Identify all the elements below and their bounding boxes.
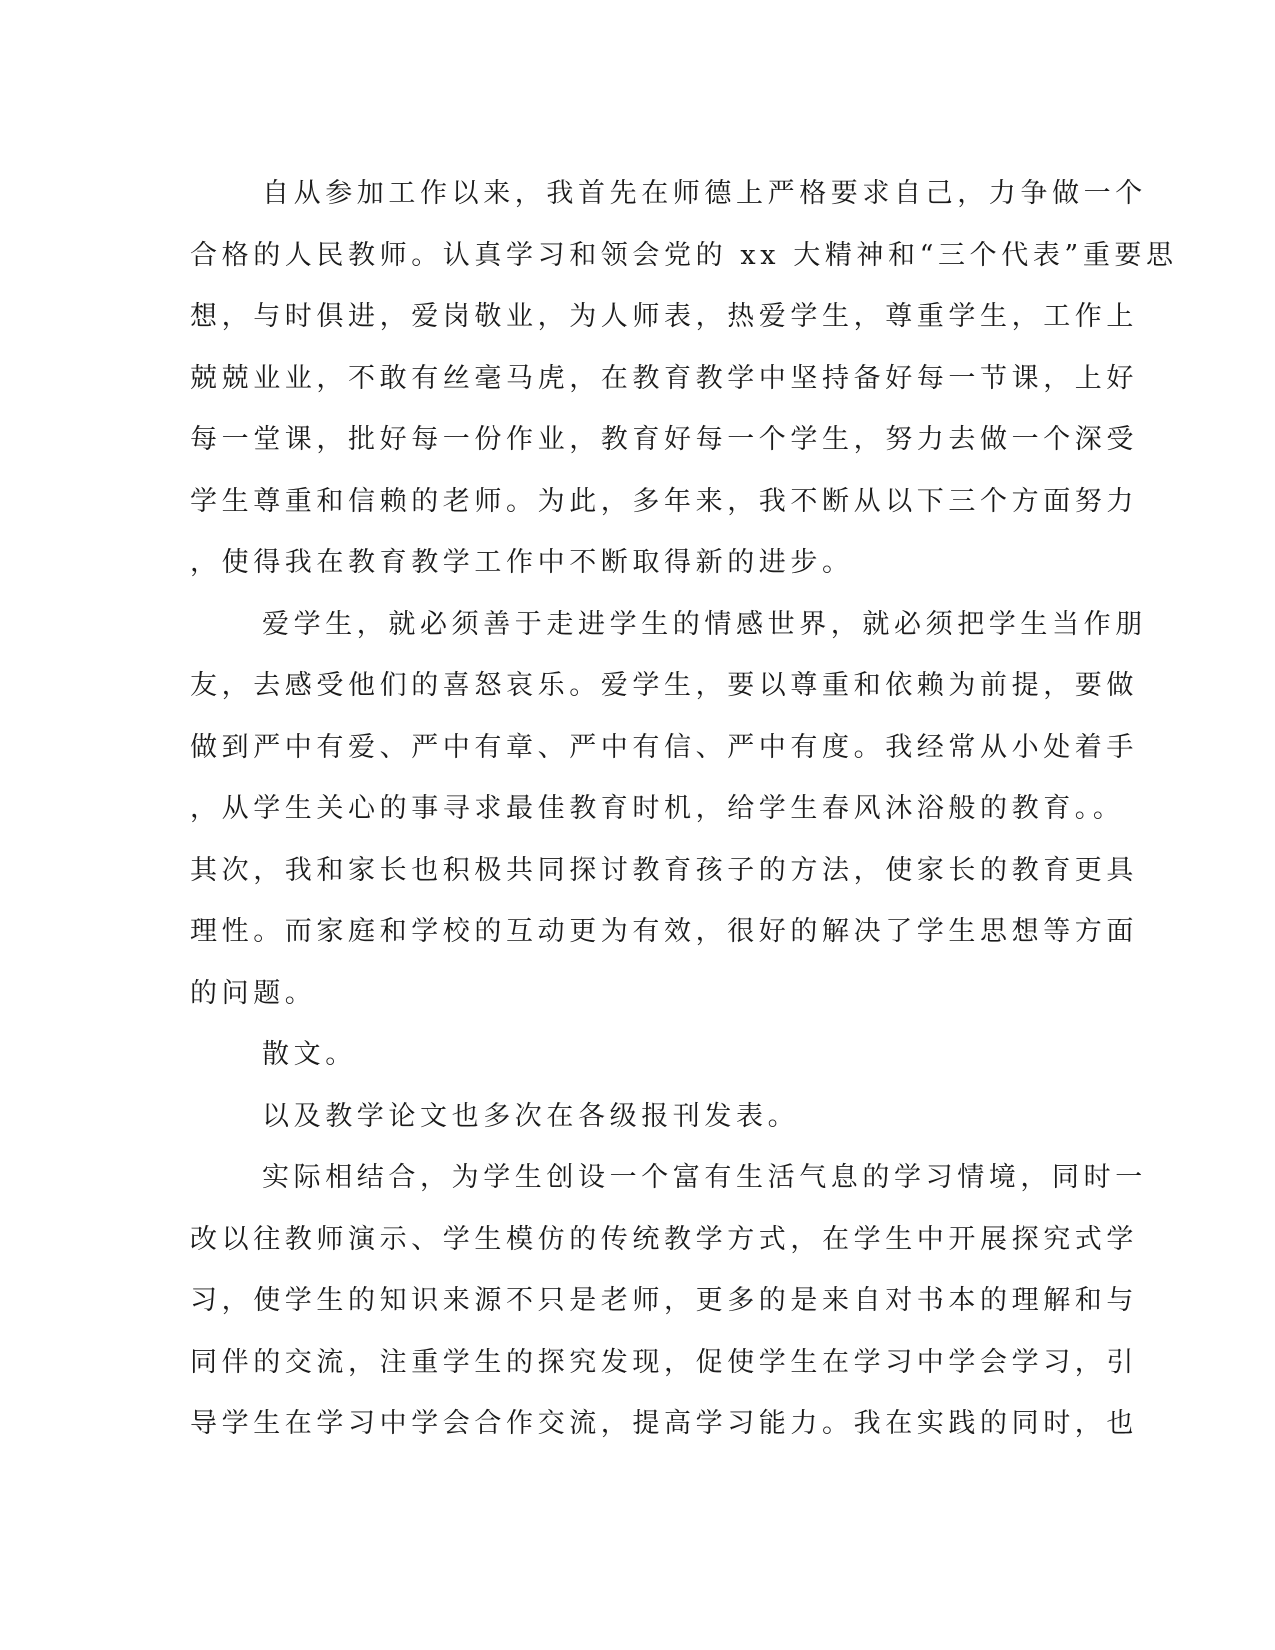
text-line: 同伴的交流，注重学生的探究发现，促使学生在学习中学会学习，引 [190, 1346, 1138, 1378]
text-line: ，从学生关心的事寻求最佳教育时机，给学生春风沐浴般的教育。。 [190, 793, 1125, 824]
text-line: 学生尊重和信赖的老师。为此，多年来，我不断从以下三个方面努力 [190, 485, 1138, 517]
text-line: 导学生在学习中学会合作交流，提高学习能力。我在实践的同时，也 [190, 1408, 1138, 1439]
text-line: 其次，我和家长也积极共同探讨教育孩子的方法，使家长的教育更具 [190, 854, 1138, 886]
text-line: 每一堂课，批好每一份作业，教育好每一个学生，努力去做一个深受 [190, 424, 1138, 455]
text-line: 的问题。 [190, 977, 317, 1009]
text-line: 以及教学论文也多次在各级报刊发表。 [262, 1100, 800, 1132]
text-line: 做到严中有爱、严中有章、严中有信、严中有度。我经常从小处着手 [190, 731, 1138, 763]
text-line: 自从参加工作以来，我首先在师德上严格要求自己，力争做一个 [262, 178, 1147, 209]
text-line: 理性。而家庭和学校的互动更为有效，很好的解决了学生思想等方面 [190, 916, 1138, 947]
text-line: 散文。 [262, 1039, 357, 1070]
text-line: 友，去感受他们的喜怒哀乐。爱学生，要以尊重和依赖为前提，要做 [190, 670, 1138, 701]
text-line: 实际相结合，为学生创设一个富有生活气息的学习情境，同时一 [262, 1162, 1147, 1193]
text-line: 想，与时俱进，爱岗敬业，为人师表，热爱学生，尊重学生，工作上 [190, 301, 1138, 332]
text-line: 兢兢业业，不敢有丝毫马虎，在教育教学中坚持备好每一节课，上好 [190, 362, 1138, 394]
text-line: 合格的人民教师。认真学习和领会党的 xx 大精神和“三个代表”重要思 [190, 239, 1178, 271]
body-text [190, 163, 1178, 1455]
text-line: 爱学生，就必须善于走进学生的情感世界，就必须把学生当作朋 [262, 608, 1147, 640]
text-line: 改以往教师演示、学生模仿的传统教学方式，在学生中开展探究式学 [190, 1223, 1138, 1255]
text-line: ，使得我在教育教学工作中不断取得新的进步。 [190, 547, 854, 578]
text-line: 习，使学生的知识来源不只是老师，更多的是来自对书本的理解和与 [190, 1285, 1138, 1316]
